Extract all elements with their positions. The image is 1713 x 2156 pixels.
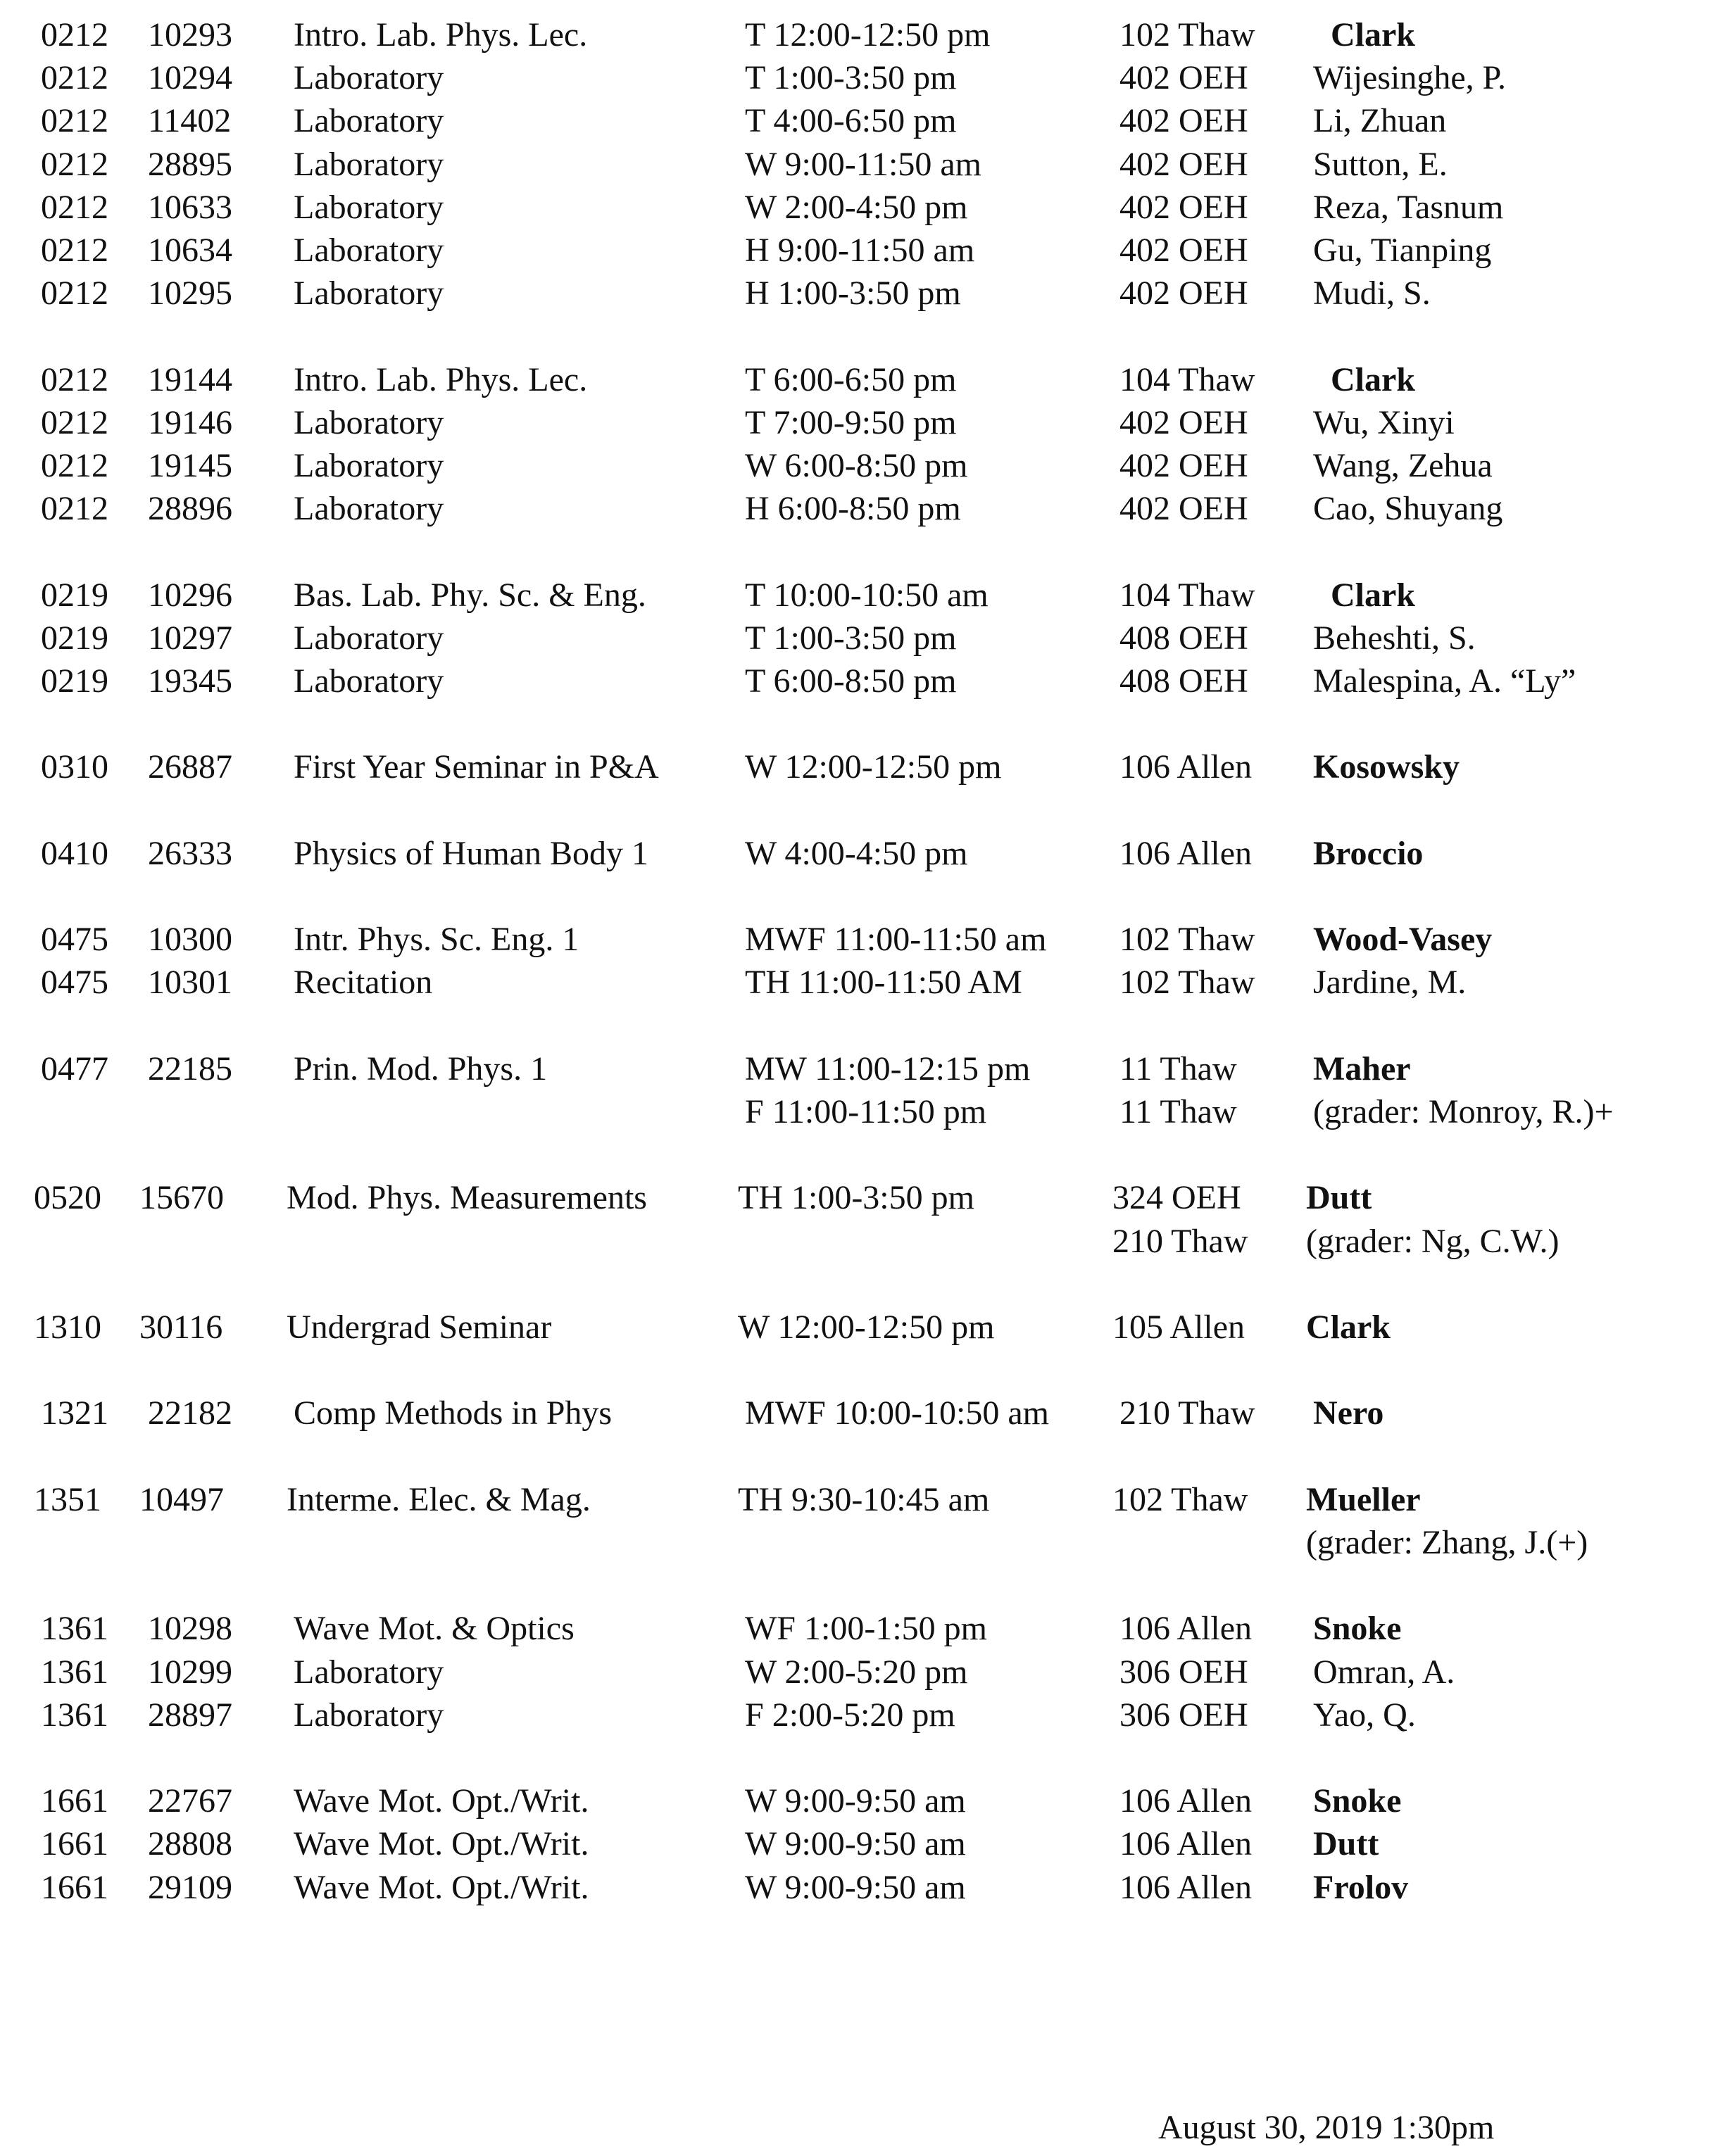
- class-number: 22767: [148, 1782, 232, 1820]
- course-number: 0410: [41, 834, 108, 872]
- class-number: 10301: [148, 964, 232, 1002]
- room: 210 Thaw: [1119, 1394, 1255, 1432]
- room: 106 Allen: [1119, 1782, 1252, 1820]
- course-number: 0212: [41, 403, 108, 441]
- meeting-time: MW 11:00-12:15 pm: [745, 1049, 1031, 1088]
- meeting-time: W 9:00-11:50 am: [745, 145, 981, 183]
- class-number: 10299: [148, 1653, 232, 1691]
- instructor: Gu, Tianping: [1313, 232, 1492, 269]
- course-number: 0475: [41, 964, 108, 1002]
- class-number: 11402: [148, 102, 232, 140]
- instructor: Reza, Tasnum: [1313, 188, 1504, 226]
- room: 106 Allen: [1119, 1825, 1252, 1863]
- instructor: Wu, Xinyi: [1313, 403, 1455, 441]
- meeting-time: W 12:00-12:50 pm: [738, 1309, 995, 1346]
- meeting-time: F 11:00-11:50 pm: [745, 1093, 987, 1130]
- course-title: Laboratory: [294, 447, 444, 484]
- instructor: Broccio: [1313, 834, 1424, 872]
- schedule-row: [0, 1651, 1713, 1694]
- course-title: Intr. Phys. Sc. Eng. 1: [294, 921, 579, 959]
- class-number: 29109: [148, 1868, 232, 1906]
- meeting-time: T 10:00-10:50 am: [745, 576, 989, 614]
- room: 306 OEH: [1119, 1653, 1248, 1691]
- instructor: Mueller: [1306, 1480, 1421, 1518]
- room: 104 Thaw: [1119, 360, 1255, 398]
- class-number: 26887: [148, 748, 232, 786]
- class-number: 19146: [148, 403, 232, 441]
- schedule-row: [0, 746, 1713, 788]
- course-number: 0212: [41, 102, 108, 140]
- room: 402 OEH: [1119, 145, 1248, 183]
- room: 402 OEH: [1119, 447, 1248, 484]
- meeting-time: W 4:00-4:50 pm: [745, 834, 968, 872]
- course-title: Laboratory: [294, 59, 444, 97]
- room: 106 Allen: [1119, 834, 1252, 872]
- course-number: 0310: [41, 748, 108, 786]
- meeting-time: MWF 10:00-10:50 am: [745, 1394, 1049, 1432]
- meeting-time: T 7:00-9:50 pm: [745, 403, 957, 441]
- instructor: Kosowsky: [1313, 748, 1460, 786]
- class-number: 19144: [148, 360, 232, 398]
- schedule-row: [0, 919, 1713, 961]
- schedule-row: [0, 445, 1713, 487]
- room: 11 Thaw: [1119, 1049, 1237, 1088]
- schedule-row: [0, 574, 1713, 617]
- meeting-time: TH 9:30-10:45 am: [738, 1480, 990, 1518]
- schedule-row: [0, 402, 1713, 444]
- course-title: Recitation: [294, 964, 433, 1002]
- schedule-row: [0, 1608, 1713, 1650]
- course-title: Laboratory: [294, 1653, 444, 1691]
- room: 11 Thaw: [1119, 1093, 1237, 1130]
- instructor: Li, Zhuan: [1313, 102, 1447, 140]
- schedule-row: [0, 1091, 1713, 1133]
- course-title: Wave Mot. Opt./Writ.: [294, 1825, 589, 1863]
- room: 106 Allen: [1119, 1610, 1252, 1648]
- class-number: 19145: [148, 447, 232, 484]
- course-number: 0212: [41, 232, 108, 269]
- room: 106 Allen: [1119, 1868, 1252, 1906]
- schedule-row: [0, 1048, 1713, 1090]
- schedule-row: [0, 1306, 1713, 1349]
- course-title: Intro. Lab. Phys. Lec.: [294, 16, 588, 53]
- schedule-row: [0, 57, 1713, 99]
- schedule-row: [0, 100, 1713, 142]
- course-title: Comp Methods in Phys: [294, 1394, 613, 1432]
- class-number: 26333: [148, 834, 232, 872]
- schedule-row: [0, 1522, 1713, 1564]
- room: 402 OEH: [1119, 59, 1248, 97]
- schedule-row: [0, 1694, 1713, 1736]
- class-number: 28808: [148, 1825, 232, 1863]
- meeting-time: T 6:00-6:50 pm: [745, 360, 957, 398]
- meeting-time: WF 1:00-1:50 pm: [745, 1610, 987, 1648]
- room: 408 OEH: [1119, 619, 1248, 657]
- course-number: 0219: [41, 576, 108, 614]
- instructor: Snoke: [1313, 1610, 1402, 1648]
- instructor: Wijesinghe, P.: [1313, 59, 1507, 97]
- course-title: Laboratory: [294, 1696, 444, 1734]
- course-title: Laboratory: [294, 619, 444, 657]
- course-number: 0212: [41, 490, 108, 528]
- class-number: 28895: [148, 145, 232, 183]
- course-title: Physics of Human Body 1: [294, 834, 648, 872]
- room: 402 OEH: [1119, 275, 1248, 313]
- meeting-time: F 2:00-5:20 pm: [745, 1696, 955, 1734]
- schedule-row: [0, 833, 1713, 875]
- class-number: 10633: [148, 188, 232, 226]
- course-title: Mod. Phys. Measurements: [287, 1179, 647, 1217]
- class-number: 10295: [148, 275, 232, 313]
- room: 102 Thaw: [1119, 921, 1255, 959]
- schedule-row: [0, 14, 1713, 56]
- room: 402 OEH: [1119, 490, 1248, 528]
- schedule-row: [0, 229, 1713, 272]
- course-number: 0219: [41, 619, 108, 657]
- course-title: Prin. Mod. Phys. 1: [294, 1049, 548, 1088]
- class-number: 10293: [148, 16, 232, 53]
- meeting-time: MWF 11:00-11:50 am: [745, 921, 1047, 959]
- course-title: Bas. Lab. Phy. Sc. & Eng.: [294, 576, 646, 614]
- instructor: Beheshti, S.: [1313, 619, 1476, 657]
- course-number: 0212: [41, 145, 108, 183]
- instructor: Clark: [1331, 16, 1415, 53]
- meeting-time: W 9:00-9:50 am: [745, 1868, 966, 1906]
- meeting-time: TH 1:00-3:50 pm: [738, 1179, 974, 1217]
- instructor: Wood-Vasey: [1313, 921, 1493, 959]
- schedule-row: [0, 144, 1713, 186]
- footer-date: August 30, 2019 1:30pm: [1158, 2109, 1495, 2146]
- class-number: 10300: [148, 921, 232, 959]
- meeting-time: T 1:00-3:50 pm: [745, 619, 957, 657]
- meeting-time: W 9:00-9:50 am: [745, 1782, 966, 1820]
- schedule-row: [0, 660, 1713, 702]
- course-number: 0212: [41, 360, 108, 398]
- course-title: Laboratory: [294, 275, 444, 313]
- course-number: 1321: [41, 1394, 108, 1432]
- course-title: Laboratory: [294, 188, 444, 226]
- class-number: 15670: [139, 1179, 224, 1217]
- room: 102 Thaw: [1119, 16, 1255, 53]
- room: 408 OEH: [1119, 662, 1248, 700]
- course-number: 0475: [41, 921, 108, 959]
- course-title: Laboratory: [294, 662, 444, 700]
- course-title: Laboratory: [294, 403, 444, 441]
- room: 102 Thaw: [1119, 964, 1255, 1002]
- meeting-time: W 2:00-4:50 pm: [745, 188, 968, 226]
- room: 402 OEH: [1119, 188, 1248, 226]
- room: 402 OEH: [1119, 403, 1248, 441]
- course-number: 0212: [41, 16, 108, 53]
- course-number: 0219: [41, 662, 108, 700]
- instructor: Frolov: [1313, 1868, 1409, 1906]
- course-title: Laboratory: [294, 102, 444, 140]
- course-number: 1661: [41, 1782, 108, 1820]
- course-number: 1361: [41, 1696, 108, 1734]
- schedule-row: [0, 488, 1713, 530]
- schedule-row: [0, 962, 1713, 1004]
- course-number: 1361: [41, 1653, 108, 1691]
- instructor: Jardine, M.: [1313, 964, 1467, 1002]
- room: 210 Thaw: [1112, 1222, 1248, 1260]
- meeting-time: W 9:00-9:50 am: [745, 1825, 966, 1863]
- class-number: 19345: [148, 662, 232, 700]
- schedule-row: [0, 187, 1713, 229]
- schedule-row: [0, 1177, 1713, 1219]
- instructor: Clark: [1331, 360, 1415, 398]
- instructor: (grader: Zhang, J.(+): [1306, 1524, 1588, 1561]
- class-number: 28897: [148, 1696, 232, 1734]
- course-title: Laboratory: [294, 232, 444, 269]
- instructor: Snoke: [1313, 1782, 1402, 1820]
- class-number: 22185: [148, 1049, 232, 1088]
- course-number: 0212: [41, 447, 108, 484]
- course-number: 1661: [41, 1868, 108, 1906]
- course-title: Intro. Lab. Phys. Lec.: [294, 360, 588, 398]
- class-number: 10297: [148, 619, 232, 657]
- instructor: Nero: [1313, 1394, 1384, 1432]
- course-number: 0212: [41, 59, 108, 97]
- course-title: Wave Mot. Opt./Writ.: [294, 1868, 589, 1906]
- room: 104 Thaw: [1119, 576, 1255, 614]
- instructor: Mudi, S.: [1313, 275, 1431, 313]
- instructor: Sutton, E.: [1313, 145, 1448, 183]
- instructor: Wang, Zehua: [1313, 447, 1493, 484]
- meeting-time: W 2:00-5:20 pm: [745, 1653, 968, 1691]
- meeting-time: W 6:00-8:50 pm: [745, 447, 968, 484]
- room: 106 Allen: [1119, 748, 1252, 786]
- instructor: Dutt: [1313, 1825, 1379, 1863]
- course-title: Undergrad Seminar: [287, 1309, 552, 1346]
- instructor: Clark: [1331, 576, 1415, 614]
- class-number: 22182: [148, 1394, 232, 1432]
- meeting-time: H 6:00-8:50 pm: [745, 490, 961, 528]
- course-number: 1310: [34, 1309, 101, 1346]
- course-title: Laboratory: [294, 145, 444, 183]
- class-number: 10298: [148, 1610, 232, 1648]
- meeting-time: T 6:00-8:50 pm: [745, 662, 957, 700]
- course-title: Wave Mot. & Optics: [294, 1610, 575, 1648]
- class-number: 10497: [139, 1480, 224, 1518]
- instructor: Yao, Q.: [1313, 1696, 1416, 1734]
- schedule-row: [0, 617, 1713, 660]
- class-number: 10296: [148, 576, 232, 614]
- instructor: Cao, Shuyang: [1313, 490, 1503, 528]
- schedule-row: [0, 1392, 1713, 1435]
- instructor: Clark: [1306, 1309, 1391, 1346]
- instructor: (grader: Monroy, R.)+: [1313, 1093, 1614, 1130]
- instructor: Maher: [1313, 1049, 1411, 1088]
- class-number: 10634: [148, 232, 232, 269]
- course-number: 1661: [41, 1825, 108, 1863]
- schedule-row: [0, 1780, 1713, 1822]
- meeting-time: TH 11:00-11:50 AM: [745, 964, 1022, 1002]
- schedule-row: [0, 359, 1713, 401]
- meeting-time: T 1:00-3:50 pm: [745, 59, 957, 97]
- meeting-time: T 4:00-6:50 pm: [745, 102, 957, 140]
- schedule-row: [0, 1823, 1713, 1865]
- room: 402 OEH: [1119, 232, 1248, 269]
- class-number: 28896: [148, 490, 232, 528]
- meeting-time: T 12:00-12:50 pm: [745, 16, 991, 53]
- schedule-row: [0, 1867, 1713, 1909]
- class-number: 30116: [139, 1309, 223, 1346]
- meeting-time: W 12:00-12:50 pm: [745, 748, 1002, 786]
- schedule-row: [0, 1221, 1713, 1263]
- course-title: First Year Seminar in P&A: [294, 748, 659, 786]
- course-number: 0477: [41, 1049, 108, 1088]
- room: 102 Thaw: [1112, 1480, 1248, 1518]
- instructor: (grader: Ng, C.W.): [1306, 1222, 1560, 1260]
- course-number: 0520: [34, 1179, 101, 1217]
- course-title: Interme. Elec. & Mag.: [287, 1480, 591, 1518]
- room: 324 OEH: [1112, 1179, 1241, 1217]
- room: 402 OEH: [1119, 102, 1248, 140]
- course-title: Wave Mot. Opt./Writ.: [294, 1782, 589, 1820]
- meeting-time: H 9:00-11:50 am: [745, 232, 975, 269]
- instructor: Dutt: [1306, 1179, 1372, 1217]
- schedule-row: [0, 272, 1713, 315]
- instructor: Malespina, A. “Ly”: [1313, 662, 1576, 700]
- instructor: Omran, A.: [1313, 1653, 1455, 1691]
- course-number: 0212: [41, 188, 108, 226]
- room: 306 OEH: [1119, 1696, 1248, 1734]
- course-title: Laboratory: [294, 490, 444, 528]
- schedule-row: [0, 1479, 1713, 1521]
- meeting-time: H 1:00-3:50 pm: [745, 275, 961, 313]
- course-number: 0212: [41, 275, 108, 313]
- class-number: 10294: [148, 59, 232, 97]
- course-number: 1361: [41, 1610, 108, 1648]
- course-number: 1351: [34, 1480, 101, 1518]
- room: 105 Allen: [1112, 1309, 1245, 1346]
